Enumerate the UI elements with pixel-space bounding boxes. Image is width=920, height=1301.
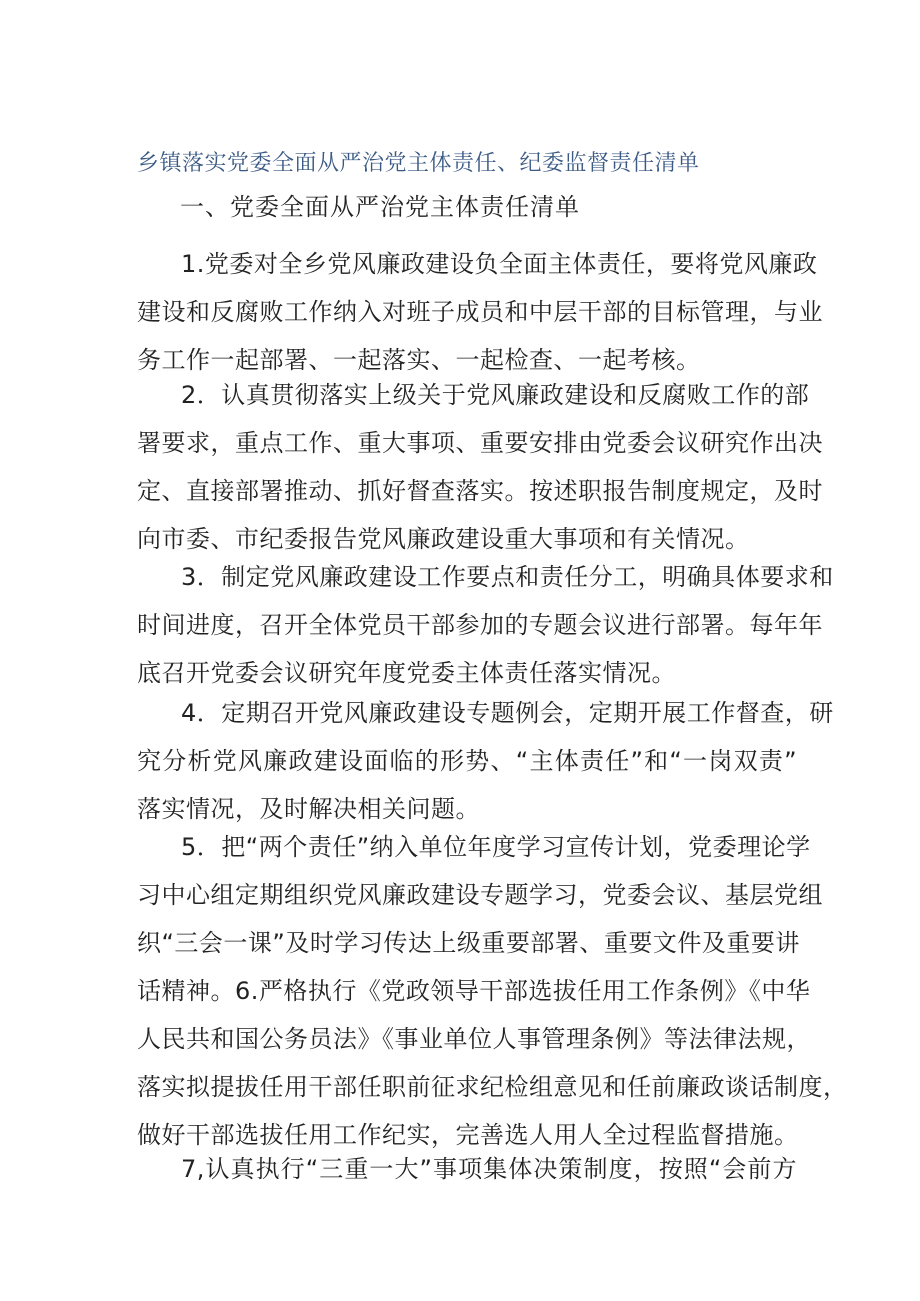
paragraph-line: 落实情况，及时解决相关问题。 — [137, 795, 480, 823]
document-title: 乡镇落实党委全面从严治党主体责任、纪委监督责任清单 — [137, 151, 700, 176]
paragraph-line: 时间进度，召开全体党员干部参加的专题会议进行部署。每年年 — [137, 611, 823, 639]
section-heading: 一、党委全面从严治党主体责任清单 — [180, 193, 580, 221]
paragraph-line: 向市委、市纪委报告党风廉政建设重大事项和有关情况。 — [137, 525, 750, 553]
paragraph-6 — [137, 1145, 797, 1193]
paragraph-line: 织“三会一课”及时学习传达上级重要部署、重要文件及重要讲 — [137, 929, 800, 957]
paragraph-line: 建设和反腐败工作纳入对班子成员和中层干部的目标管理，与业 — [137, 298, 823, 326]
paragraph-2 — [137, 371, 823, 563]
paragraph-line: 话精神。6.严格执行《党政领导干部选拔任用工作条例》《中华 — [137, 977, 811, 1005]
paragraph-line: 究分析党风廉政建设面临的形势、“主体责任”和“一岗双责” — [137, 747, 797, 775]
paragraph-line: 7,认真执行“三重一大”事项集体决策制度，按照“会前方 — [181, 1155, 797, 1183]
paragraph-line: 3．制定党风廉政建设工作要点和责任分工，明确具体要求和 — [181, 563, 834, 591]
paragraph-5 — [137, 823, 848, 1159]
paragraph-line: 署要求，重点工作、重大事项、重要安排由党委会议研究作出决 — [137, 429, 823, 457]
paragraph-line: 务工作一起部署、一起落实、一起检查、一起考核。 — [137, 346, 701, 374]
paragraph-line: 2．认真贯彻落实上级关于党风廉政建设和反腐败工作的部 — [181, 381, 810, 409]
paragraph-line: 做好干部选拔任用工作纪实，完善选人用人全过程监督措施。 — [137, 1121, 799, 1149]
paragraph-line: 定、直接部署推动、抓好督查落实。按述职报告制度规定，及时 — [137, 477, 823, 505]
paragraph-line: 人民共和国公务员法》《事业单位人事管理条例》等法律法规， — [137, 1025, 811, 1053]
paragraph-line: 1.党委对全乡党风廉政建设负全面主体责任，要将党风廉政 — [181, 250, 818, 278]
paragraph-line: 落实拟提拔任用干部任职前征求纪检组意见和任前廉政谈话制度， — [137, 1073, 848, 1101]
paragraph-line: 习中心组定期组织党风廉政建设专题学习，党委会议、基层党组 — [137, 881, 823, 909]
paragraph-line: 5．把“两个责任”纳入单位年度学习宣传计划，党委理论学 — [181, 833, 811, 861]
paragraph-3 — [137, 553, 834, 697]
paragraph-line: 4．定期召开党风廉政建设专题例会，定期开展工作督查，研 — [181, 699, 834, 727]
paragraph-line: 底召开党委会议研究年度党委主体责任落实情况。 — [137, 659, 676, 687]
paragraph-1 — [137, 240, 823, 384]
paragraph-4 — [137, 689, 834, 833]
